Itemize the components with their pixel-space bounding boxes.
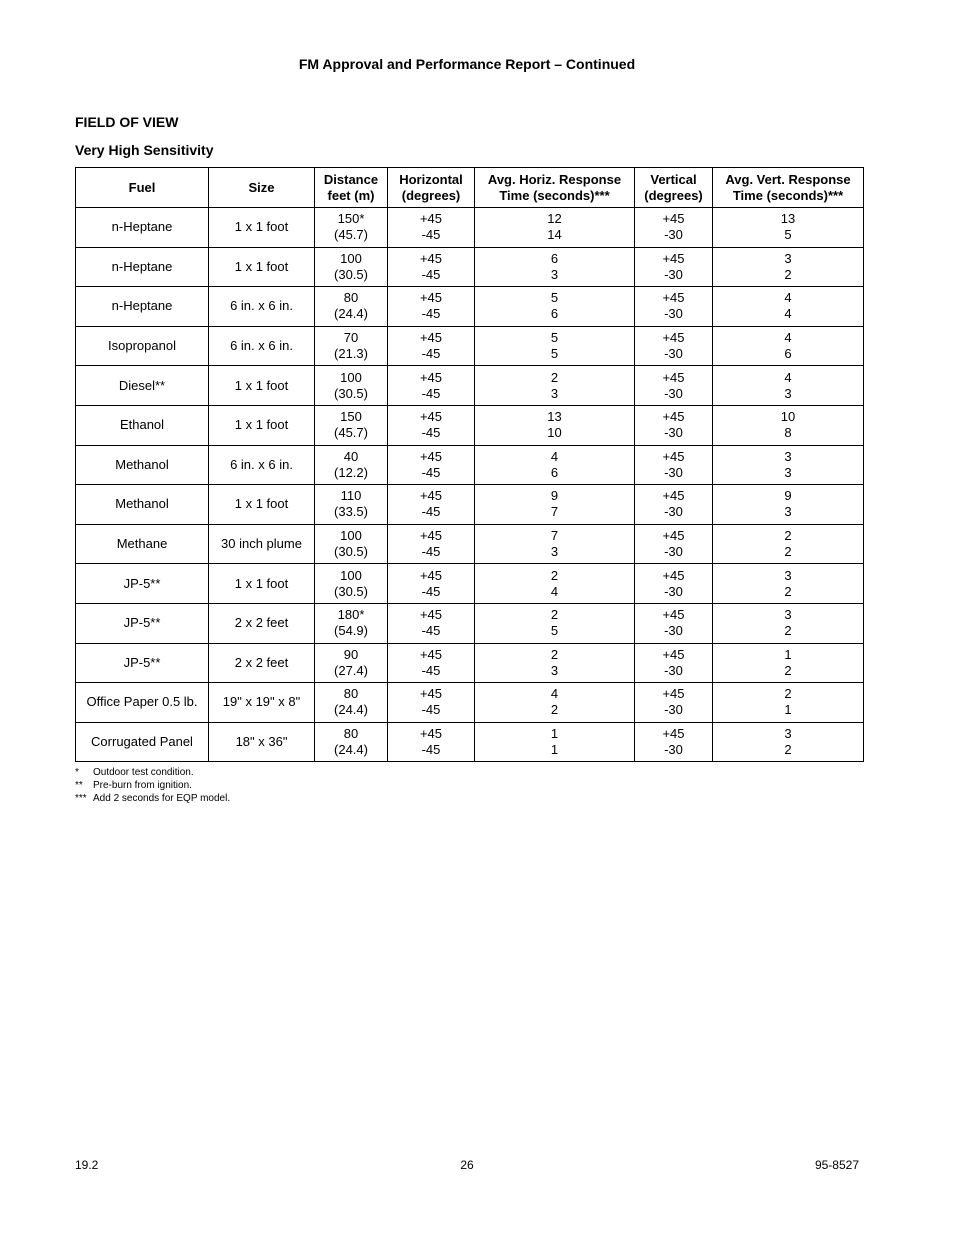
cell-vert-time [713, 405, 864, 445]
cell-horizontal [388, 247, 475, 287]
cell-line: -30 [664, 583, 683, 599]
cell-vertical [635, 366, 713, 406]
column-header-fuel [76, 168, 209, 208]
cell-vertical [635, 208, 713, 248]
cell-line: (30.5) [334, 266, 368, 282]
cell-line: 100 [340, 369, 362, 385]
cell-size: 1 x 1 foot [209, 208, 315, 248]
cell-vert-time [713, 643, 864, 683]
cell-line: 100 [340, 567, 362, 583]
cell-fuel: Diesel** [76, 366, 209, 406]
cell-size: 6 in. x 6 in. [209, 445, 315, 485]
cell-vertical [635, 485, 713, 525]
cell-line: -45 [421, 306, 441, 322]
cell-line: 9 [784, 488, 792, 504]
cell-line: +45 [419, 488, 443, 504]
cell-line: -45 [421, 742, 441, 758]
cell-line: 4 [550, 583, 559, 599]
cell-fuel: JP-5** [76, 603, 209, 643]
cell-size: 1 x 1 foot [209, 485, 315, 525]
cell-size: 2 x 2 feet [209, 603, 315, 643]
cell-size: 1 x 1 foot [209, 247, 315, 287]
cell-horiz-time [475, 564, 635, 604]
cell-line: +45 [662, 686, 685, 702]
cell-line: +45 [662, 290, 685, 306]
cell-line: 6 [550, 250, 559, 266]
cell-line: 9 [550, 488, 559, 504]
column-header-line: feet (m) [327, 187, 375, 203]
footnotes [75, 766, 230, 805]
cell-distance [315, 524, 388, 564]
section-title: FIELD OF VIEW [75, 114, 179, 130]
cell-horizontal [388, 722, 475, 762]
cell-line: +45 [419, 369, 443, 385]
column-header-line: Size [248, 179, 275, 195]
cell-line: -30 [664, 385, 683, 401]
table-row [76, 405, 864, 445]
cell-horiz-time [475, 445, 635, 485]
cell-line: 2 [784, 266, 792, 282]
cell-line: 4 [550, 448, 559, 464]
cell-distance [315, 722, 388, 762]
cell-line: +45 [662, 607, 685, 623]
cell-line: (27.4) [334, 662, 368, 678]
cell-size: 1 x 1 foot [209, 366, 315, 406]
column-header-horizontal [388, 168, 475, 208]
cell-distance [315, 643, 388, 683]
cell-fuel: Methane [76, 524, 209, 564]
cell-line: -45 [421, 662, 441, 678]
cell-distance [315, 485, 388, 525]
page-header: FM Approval and Performance Report – Continued [298, 56, 636, 72]
cell-line: 5 [550, 623, 559, 639]
table-row [76, 366, 864, 406]
cell-distance [315, 564, 388, 604]
cell-horiz-time [475, 247, 635, 287]
field-of-view-table [75, 167, 864, 762]
cell-line: +45 [662, 567, 685, 583]
column-header-line: Avg. Vert. Response [725, 171, 851, 187]
cell-fuel: Methanol [76, 445, 209, 485]
footnote [75, 779, 230, 792]
cell-vert-time [713, 247, 864, 287]
cell-horizontal [388, 208, 475, 248]
cell-line: 3 [784, 448, 792, 464]
cell-line: 2 [550, 607, 559, 623]
table-header-row [76, 168, 864, 208]
cell-line: +45 [662, 211, 685, 227]
footnote [75, 792, 230, 805]
cell-line: -45 [421, 425, 441, 441]
cell-line: 4 [784, 369, 792, 385]
cell-horizontal [388, 366, 475, 406]
table-row [76, 287, 864, 327]
cell-line: +45 [662, 488, 685, 504]
footer-page-number: 26 [460, 1158, 474, 1172]
cell-line: -30 [664, 623, 683, 639]
cell-horiz-time [475, 683, 635, 723]
footnote-mark: ** [75, 780, 83, 791]
cell-line: +45 [419, 448, 443, 464]
cell-line: +45 [419, 330, 443, 346]
cell-line: -45 [421, 227, 441, 243]
cell-distance [315, 326, 388, 366]
column-header-line: Horizontal [399, 171, 463, 187]
cell-line: 3 [550, 385, 559, 401]
cell-line: 4 [550, 686, 559, 702]
cell-line: 110 [340, 488, 362, 504]
cell-line: 5 [784, 227, 792, 243]
cell-vertical [635, 247, 713, 287]
cell-horizontal [388, 445, 475, 485]
cell-line: 3 [550, 662, 559, 678]
cell-line: +45 [419, 290, 443, 306]
cell-line: -30 [664, 227, 683, 243]
table-row [76, 564, 864, 604]
cell-vertical [635, 564, 713, 604]
table-row [76, 485, 864, 525]
cell-vertical [635, 603, 713, 643]
cell-line: 100 [340, 250, 362, 266]
cell-line: (24.4) [334, 742, 368, 758]
cell-line: 2 [550, 646, 559, 662]
table-row [76, 524, 864, 564]
cell-line: 2 [550, 702, 559, 718]
cell-distance [315, 445, 388, 485]
cell-fuel: Corrugated Panel [76, 722, 209, 762]
cell-line: +45 [419, 528, 443, 544]
cell-line: -45 [421, 702, 441, 718]
footer-document-number: 95-8527 [814, 1158, 859, 1172]
cell-vert-time [713, 722, 864, 762]
column-header-line: Time (seconds)*** [732, 187, 844, 203]
cell-vert-time [713, 683, 864, 723]
cell-line: +45 [419, 646, 443, 662]
cell-fuel: n-Heptane [76, 208, 209, 248]
cell-line: (24.4) [334, 306, 368, 322]
cell-size: 6 in. x 6 in. [209, 287, 315, 327]
footnote-text: Outdoor test condition. [93, 767, 194, 778]
cell-line: 3 [784, 567, 792, 583]
cell-line: -45 [421, 504, 441, 520]
cell-line: 2 [784, 662, 792, 678]
cell-line: 3 [784, 607, 792, 623]
cell-vert-time [713, 287, 864, 327]
cell-vert-time [713, 208, 864, 248]
cell-line: 80 [343, 726, 359, 742]
cell-vertical [635, 405, 713, 445]
cell-vertical [635, 287, 713, 327]
cell-distance [315, 405, 388, 445]
cell-line: +45 [662, 330, 685, 346]
cell-line: 1 [784, 702, 792, 718]
footnote-text: Add 2 seconds for EQP model. [93, 793, 231, 804]
cell-line: 2 [550, 369, 559, 385]
cell-line: (45.7) [334, 227, 368, 243]
cell-line: 7 [550, 504, 559, 520]
cell-line: 1 [550, 742, 559, 758]
cell-horiz-time [475, 722, 635, 762]
cell-line: (21.3) [334, 346, 368, 362]
cell-line: -30 [664, 544, 683, 560]
footnote [75, 766, 230, 779]
cell-vertical [635, 722, 713, 762]
cell-line: 150 [340, 409, 362, 425]
cell-line: +45 [419, 250, 443, 266]
cell-line: -30 [664, 504, 683, 520]
table-body [76, 208, 864, 762]
cell-line: +45 [662, 409, 685, 425]
cell-line: 12 [547, 211, 562, 227]
cell-fuel: n-Heptane [76, 287, 209, 327]
cell-line: -45 [421, 266, 441, 282]
cell-line: (54.9) [334, 623, 368, 639]
column-header-horiz-response-time [475, 168, 635, 208]
cell-line: -30 [664, 464, 683, 480]
cell-line: -45 [421, 385, 441, 401]
cell-line: -45 [421, 464, 441, 480]
cell-size: 1 x 1 foot [209, 564, 315, 604]
cell-vert-time [713, 366, 864, 406]
footnote-mark: * [75, 767, 79, 778]
cell-line: 3 [784, 504, 792, 520]
cell-line: 14 [547, 227, 562, 243]
cell-line: +45 [662, 726, 685, 742]
cell-line: 4 [784, 306, 792, 322]
cell-vertical [635, 326, 713, 366]
cell-line: (45.7) [334, 425, 368, 441]
cell-line: 3 [784, 250, 792, 266]
cell-line: 2 [784, 742, 792, 758]
cell-line: 6 [550, 464, 559, 480]
cell-line: 5 [550, 290, 559, 306]
cell-size: 1 x 1 foot [209, 405, 315, 445]
footnote-text: Pre-burn from ignition. [93, 780, 192, 791]
cell-line: (12.2) [334, 464, 368, 480]
cell-line: 3 [784, 464, 792, 480]
cell-line: 2 [784, 583, 792, 599]
column-header-distance [315, 168, 388, 208]
cell-line: 80 [343, 290, 359, 306]
cell-fuel: JP-5** [76, 643, 209, 683]
cell-horizontal [388, 603, 475, 643]
cell-horizontal [388, 485, 475, 525]
cell-line: (30.5) [334, 583, 368, 599]
cell-line: -30 [664, 266, 683, 282]
cell-line: 1 [784, 646, 792, 662]
cell-line: -45 [421, 623, 441, 639]
table-row [76, 445, 864, 485]
cell-line: (24.4) [334, 702, 368, 718]
cell-distance [315, 366, 388, 406]
cell-line: 1 [550, 726, 559, 742]
cell-line: 2 [784, 623, 792, 639]
cell-horiz-time [475, 485, 635, 525]
cell-line: 2 [784, 686, 792, 702]
column-header-size [209, 168, 315, 208]
cell-vert-time [713, 445, 864, 485]
cell-horizontal [388, 564, 475, 604]
subsection-title: Very High Sensitivity [75, 142, 214, 158]
table-row [76, 683, 864, 723]
cell-vert-time [713, 326, 864, 366]
cell-horiz-time [475, 326, 635, 366]
cell-fuel: n-Heptane [76, 247, 209, 287]
cell-vertical [635, 445, 713, 485]
cell-line: +45 [419, 567, 443, 583]
cell-horiz-time [475, 208, 635, 248]
cell-line: 3 [784, 385, 792, 401]
cell-vertical [635, 643, 713, 683]
cell-line: 5 [550, 346, 559, 362]
cell-horiz-time [475, 524, 635, 564]
column-header-line: Fuel [128, 179, 156, 195]
table-row [76, 208, 864, 248]
cell-horiz-time [475, 287, 635, 327]
cell-line: 10 [780, 409, 796, 425]
cell-line: 4 [784, 330, 792, 346]
cell-horiz-time [475, 405, 635, 445]
cell-line: 13 [780, 211, 796, 227]
cell-line: +45 [419, 686, 443, 702]
cell-line: +45 [419, 726, 443, 742]
cell-line: 40 [343, 448, 359, 464]
cell-line: 2 [784, 528, 792, 544]
column-header-line: Avg. Horiz. Response [487, 171, 622, 187]
cell-fuel: Ethanol [76, 405, 209, 445]
cell-line: +45 [662, 448, 685, 464]
cell-distance [315, 208, 388, 248]
cell-line: 13 [547, 409, 562, 425]
cell-vert-time [713, 524, 864, 564]
cell-line: 180* [337, 607, 365, 623]
cell-horizontal [388, 524, 475, 564]
cell-line: 2 [550, 567, 559, 583]
cell-distance [315, 287, 388, 327]
cell-line: 3 [550, 266, 559, 282]
column-header-vertical [635, 168, 713, 208]
cell-size: 18" x 36" [209, 722, 315, 762]
cell-fuel: Office Paper 0.5 lb. [76, 683, 209, 723]
cell-line: -30 [664, 742, 683, 758]
cell-line: (30.5) [334, 385, 368, 401]
cell-horizontal [388, 683, 475, 723]
cell-line: +45 [662, 250, 685, 266]
cell-vert-time [713, 603, 864, 643]
cell-line: 70 [343, 330, 359, 346]
cell-horizontal [388, 405, 475, 445]
cell-horizontal [388, 326, 475, 366]
cell-line: +45 [662, 369, 685, 385]
cell-line: -45 [421, 583, 441, 599]
cell-horizontal [388, 643, 475, 683]
cell-line: 2 [784, 544, 792, 560]
cell-line: +45 [419, 409, 443, 425]
cell-line: 6 [550, 306, 559, 322]
cell-line: +45 [419, 211, 443, 227]
cell-vertical [635, 524, 713, 564]
table-row [76, 247, 864, 287]
cell-line: 100 [340, 528, 362, 544]
column-header-line: (degrees) [644, 187, 703, 203]
footer-revision: 19.2 [75, 1158, 99, 1172]
cell-size: 6 in. x 6 in. [209, 326, 315, 366]
cell-distance [315, 247, 388, 287]
cell-line: (33.5) [334, 504, 368, 520]
cell-horiz-time [475, 603, 635, 643]
cell-line: 10 [547, 425, 562, 441]
cell-horizontal [388, 287, 475, 327]
cell-line: 150* [337, 211, 365, 227]
table-header [76, 168, 864, 208]
cell-line: 7 [550, 528, 559, 544]
cell-size: 19" x 19" x 8" [209, 683, 315, 723]
cell-line: -30 [664, 306, 683, 322]
cell-line: -45 [421, 346, 441, 362]
cell-line: -30 [664, 425, 683, 441]
cell-line: 90 [343, 646, 359, 662]
cell-line: 8 [784, 425, 792, 441]
cell-line: (30.5) [334, 544, 368, 560]
cell-vert-time [713, 485, 864, 525]
column-header-line: Time (seconds)*** [499, 187, 610, 203]
cell-fuel: Isopropanol [76, 326, 209, 366]
cell-line: +45 [662, 646, 685, 662]
cell-distance [315, 683, 388, 723]
cell-line: +45 [662, 528, 685, 544]
cell-fuel: Methanol [76, 485, 209, 525]
table-row [76, 326, 864, 366]
table-row [76, 643, 864, 683]
column-header-vert-response-time [713, 168, 864, 208]
cell-horiz-time [475, 643, 635, 683]
cell-distance [315, 603, 388, 643]
cell-line: 6 [784, 346, 792, 362]
cell-horiz-time [475, 366, 635, 406]
cell-line: -30 [664, 346, 683, 362]
cell-size: 2 x 2 feet [209, 643, 315, 683]
cell-line: +45 [419, 607, 443, 623]
table-row [76, 603, 864, 643]
cell-line: 4 [784, 290, 792, 306]
cell-line: -45 [421, 544, 441, 560]
cell-line: -30 [664, 702, 683, 718]
cell-vertical [635, 683, 713, 723]
cell-fuel: JP-5** [76, 564, 209, 604]
table-row [76, 722, 864, 762]
cell-line: 5 [550, 330, 559, 346]
footnote-mark: *** [75, 793, 87, 804]
column-header-line: Vertical [650, 171, 697, 187]
cell-line: 3 [550, 544, 559, 560]
cell-vert-time [713, 564, 864, 604]
cell-line: -30 [664, 662, 683, 678]
cell-line: 3 [784, 726, 792, 742]
column-header-line: (degrees) [401, 187, 461, 203]
cell-size: 30 inch plume [209, 524, 315, 564]
cell-line: 80 [343, 686, 359, 702]
column-header-line: Distance [323, 171, 379, 187]
